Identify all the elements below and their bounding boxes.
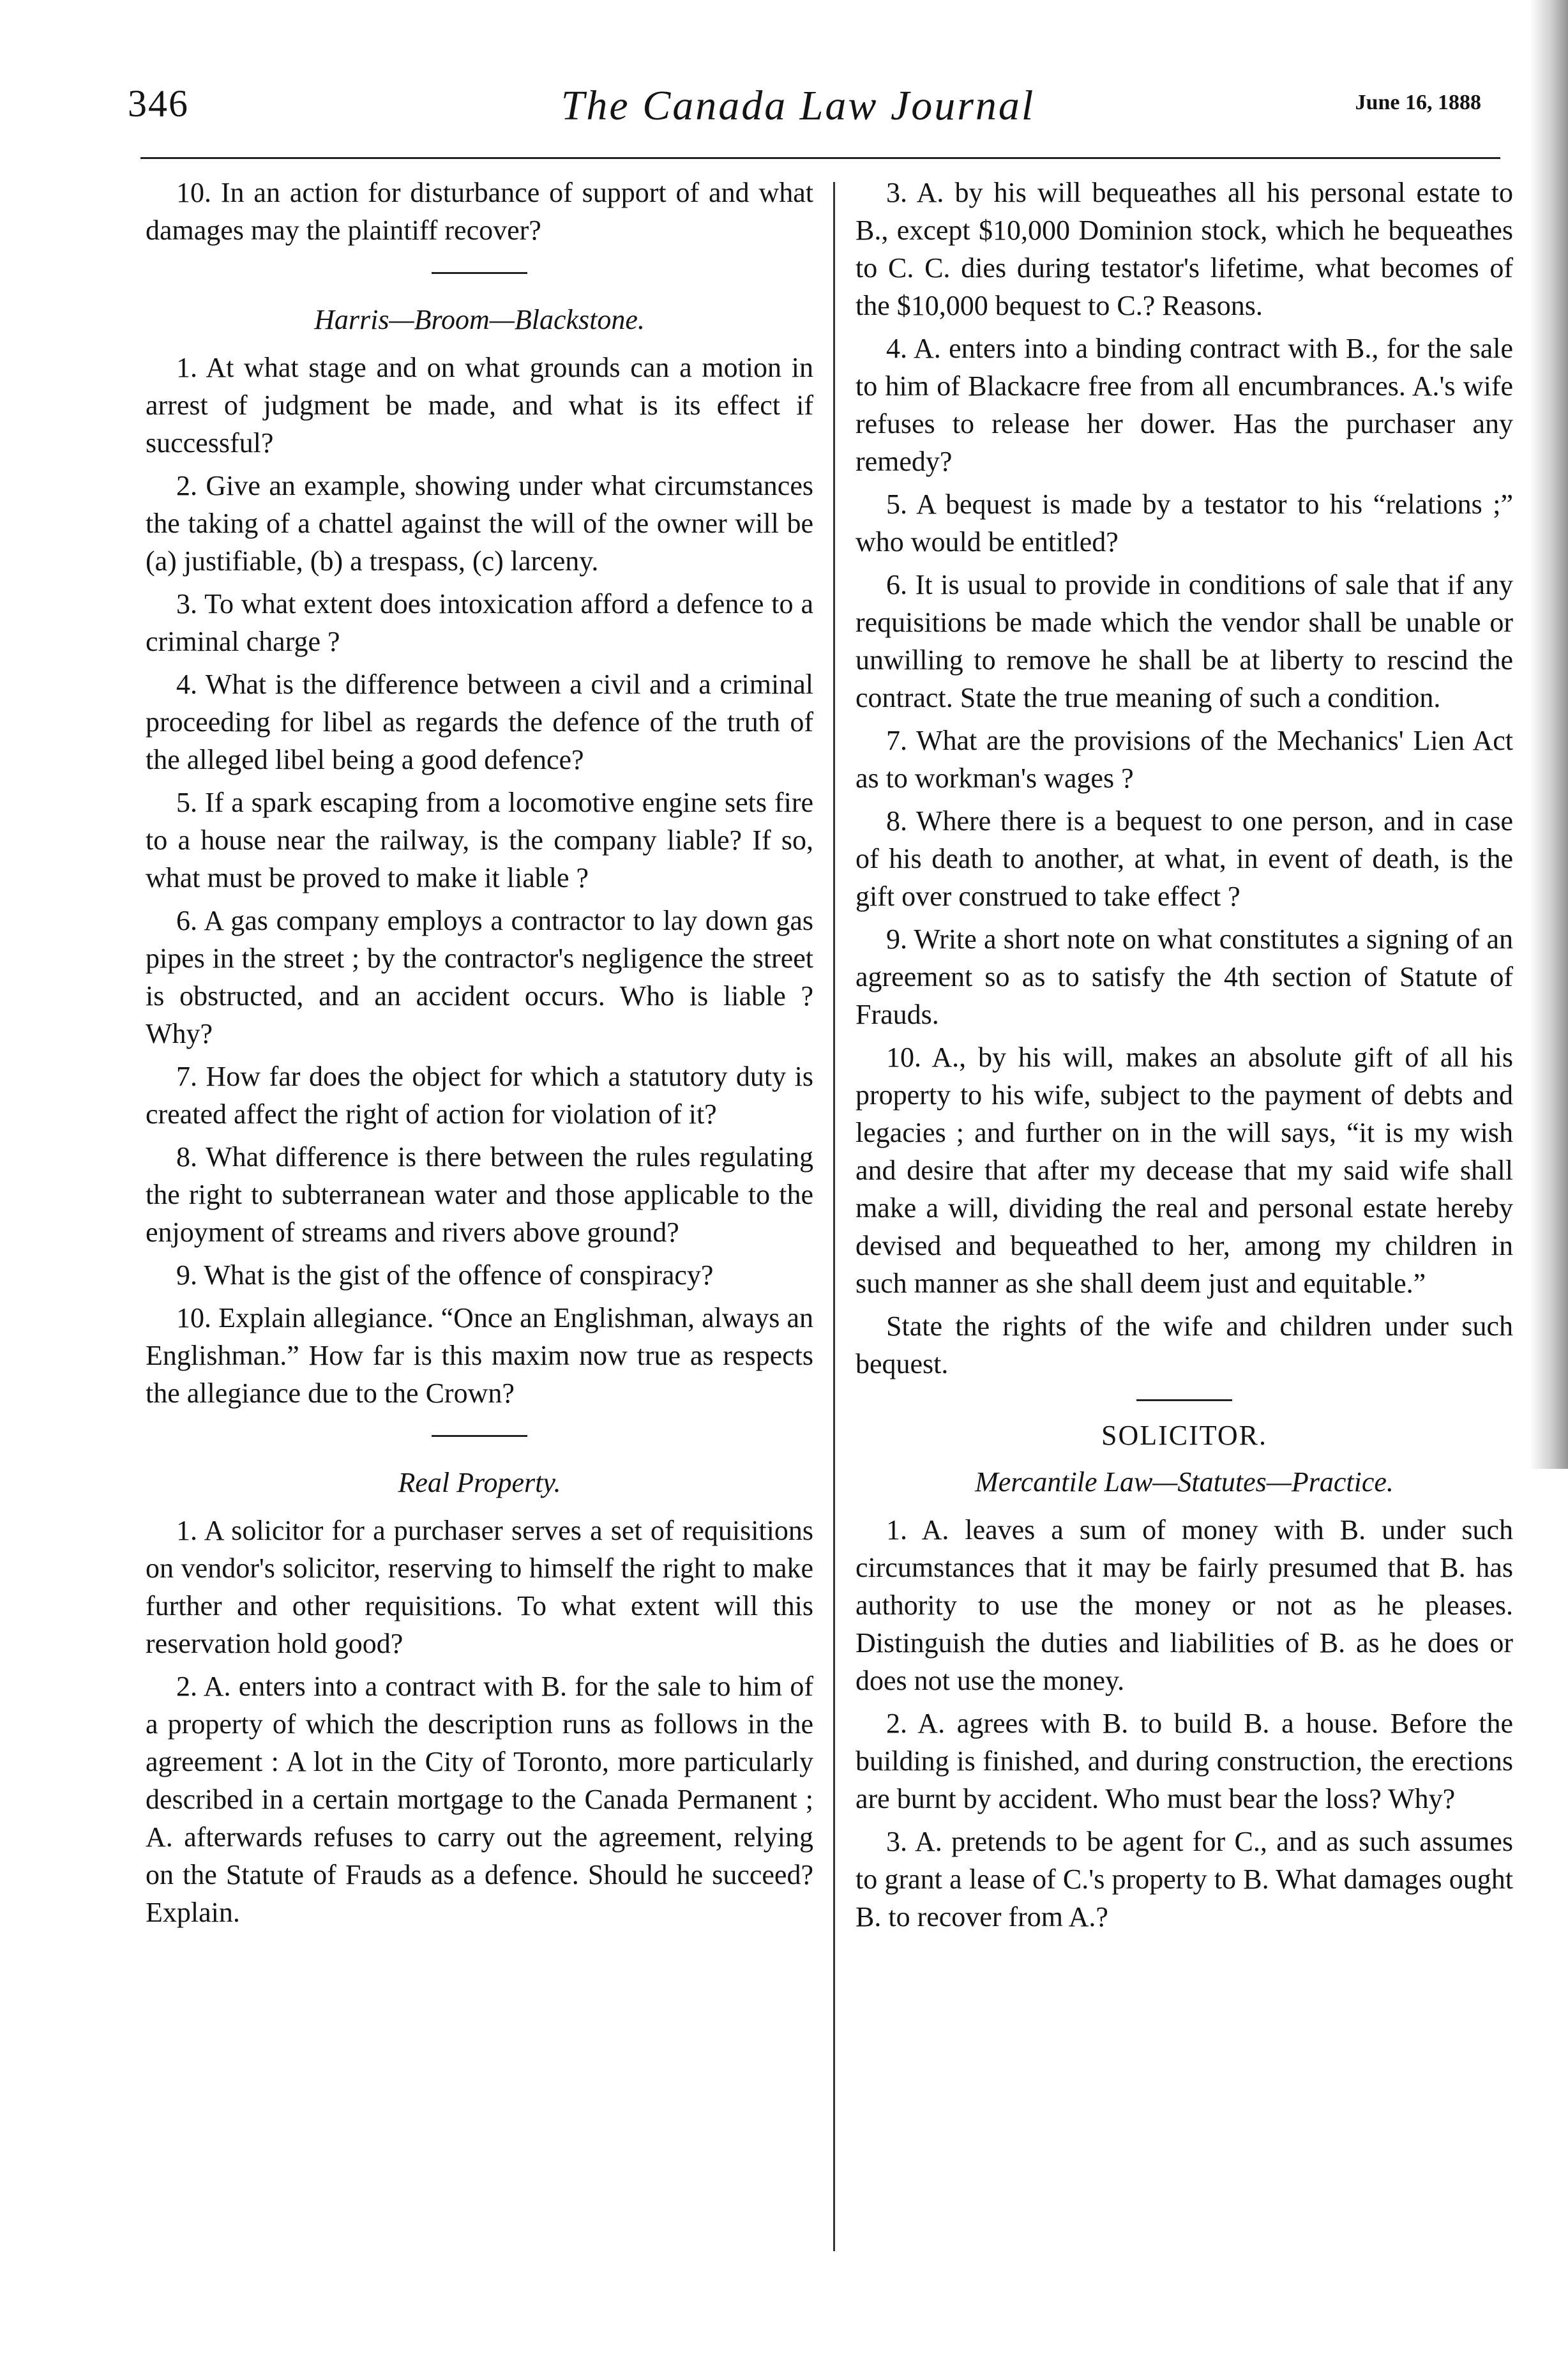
question: 1. A. leaves a sum of money with B. under such circumstances that it may be fairly presumed that B. has authority to use the money or not as he pleases. Distinguish the duties and liabilities of B. as he does or does not use the money. — [856, 1514, 1513, 1696]
header-rule — [140, 157, 1500, 159]
question: 2. Give an example, showing under what circumstances the taking of a chattel against the will of the owner will be (a) justifiable, (b) a trespass, (c) larceny. — [146, 470, 813, 577]
question-continuation: State the rights of the wife and children under such bequest. — [856, 1310, 1513, 1379]
question: 5. If a spark escaping from a locomotive engine sets fire to a house near the railway, is the company liable? If so, what must be proved to make it liable ? — [146, 787, 813, 893]
section-heading: SOLICITOR. — [1101, 1420, 1267, 1451]
question: 2. A. agrees with B. to build B. a house. Before the building is finished, and during construction, the erections are burnt by accident. Who must bear the loss? Why? — [856, 1708, 1513, 1814]
question: 1. At what stage and on what grounds can a motion in arrest of judgment be made, and what is its effect if successful? — [146, 352, 813, 459]
column-separator — [833, 182, 835, 2251]
question: 8. Where there is a bequest to one person, and in case of his death to another, at what, in event of death, is the gift over construed to take effect ? — [856, 805, 1513, 912]
section-divider — [432, 1435, 527, 1437]
section-divider — [432, 272, 527, 274]
question: 8. What difference is there between the rules regulating the right to subterranean water and those applicable to the enjoyment of streams and rivers above ground? — [146, 1141, 813, 1248]
page-number: 346 — [128, 82, 189, 125]
journal-title: The Canada Law Journal — [561, 82, 1036, 129]
question: 10. A., by his will, makes an absolute gift of all his property to his wife, subject to the payment of debts and legacies ; and further on in the will says, “it is my wish and desire that after my decease that my said wife shall make a will, dividing the real and personal estate hereby devised and bequeathed to her, among my children in such manner as she shall deem just and equitable.” — [856, 1042, 1513, 1299]
question: 10. Explain allegiance. “Once an Englishman, always an Englishman.” How far is this maxim now true as respects the allegiance due to the Crown? — [146, 1302, 813, 1409]
page-header — [128, 82, 1507, 152]
section-heading: Real Property. — [398, 1467, 561, 1498]
question-intro: 10. In an action for disturbance of support of and what damages may the plaintiff recover? — [146, 177, 813, 246]
question: 9. What is the gist of the offence of conspiracy? — [176, 1259, 714, 1291]
left-column — [146, 174, 813, 1936]
section-subheading: Mercantile Law—Statutes—Practice. — [975, 1466, 1394, 1498]
question: 6. A gas company employs a contractor to lay down gas pipes in the street ; by the contractor's negligence the street is obstructed, and an accident occurs. Who is liable ? Why? — [146, 905, 813, 1049]
question: 2. A. enters into a contract with B. for the sale to him of a property of which the description runs as follows in the agreement : A lot in the City of Toronto, more particularly described in a certain mortgage to the Canada Permanent ; A. afterwards refuses to carry out the agreement, relying on the Statute of Frauds as a defence. Should he succeed? Explain. — [146, 1671, 813, 1928]
question: 3. A. pretends to be agent for C., and as such assumes to grant a lease of C.'s property to B. What damages ought B. to recover from A.? — [856, 1826, 1513, 1933]
question: 7. What are the provisions of the Mechanics' Lien Act as to workman's wages ? — [856, 725, 1513, 794]
question: 4. A. enters into a binding contract with B., for the sale to him of Blackacre free from all encumbrances. A.'s wife refuses to release her dower. Has the purchaser any remedy? — [856, 333, 1513, 477]
question: 4. What is the difference between a civil and a criminal proceeding for libel as regards the defence of the truth of the alleged libel being a good defence? — [146, 669, 813, 775]
issue-date: June 16, 1888 — [1355, 91, 1481, 114]
page-edge-shadow — [1530, 0, 1568, 1469]
section-heading: Harris—Broom—Blackstone. — [314, 304, 645, 335]
question: 9. Write a short note on what constitutes a signing of an agreement so as to satisfy the 4th section of Statute of Frauds. — [856, 923, 1513, 1030]
question: 3. A. by his will bequeathes all his personal estate to B., except $10,000 Dominion stock, which he bequeathes to C. C. dies during testator's lifetime, what becomes of the $10,000 bequest to C.? Reasons. — [856, 177, 1513, 321]
question: 1. A solicitor for a purchaser serves a set of requisitions on vendor's solicitor, reserving to himself the right to make further and other requisitions. To what extent will this reservation hold good? — [146, 1515, 813, 1659]
question: 6. It is usual to provide in conditions of sale that if any requisitions be made which the vendor shall be unable or unwilling to remove he shall be at liberty to rescind the contract. State the true meaning of such a condition. — [856, 569, 1513, 713]
question: 7. How far does the object for which a statutory duty is created affect the right of action for violation of it? — [146, 1061, 813, 1130]
right-column — [856, 174, 1513, 1941]
question: 5. A bequest is made by a testator to his “relations ;” who would be entitled? — [856, 489, 1513, 558]
section-divider — [1136, 1399, 1232, 1401]
question: 3. To what extent does intoxication afford a defence to a criminal charge ? — [146, 588, 813, 657]
